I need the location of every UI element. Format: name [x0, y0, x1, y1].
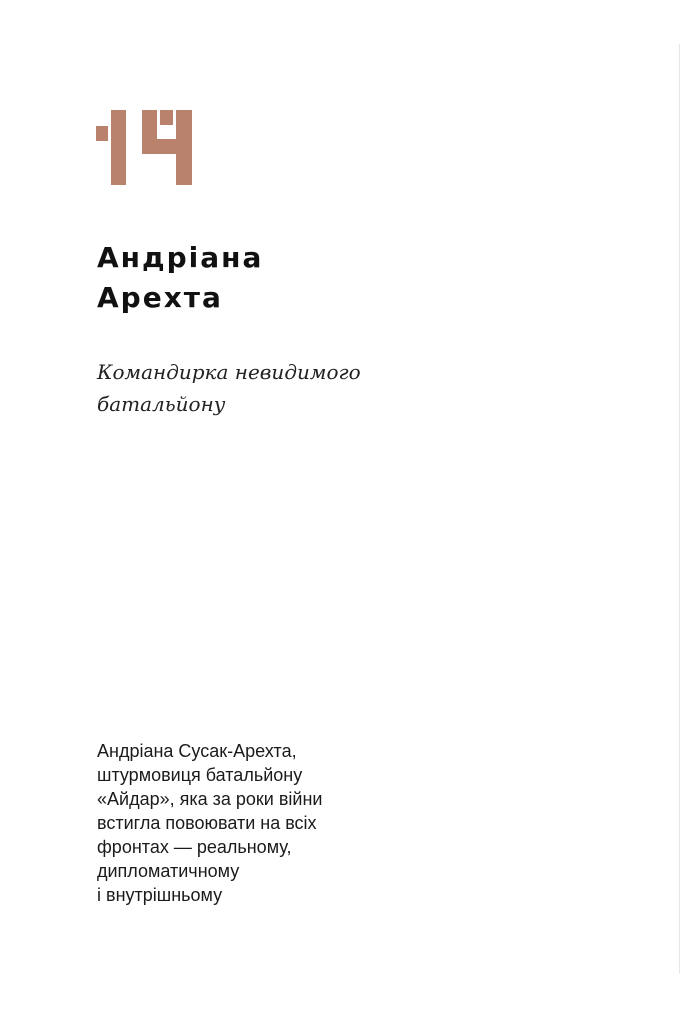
title-line-2: Арехта: [97, 281, 223, 314]
title-line-1: Андріана: [97, 241, 264, 274]
description-line-5: фронтах — реальному,: [97, 837, 292, 857]
chapter-subtitle: [97, 356, 477, 420]
description-line-1: Андріана Сусак-Арехта,: [97, 741, 297, 761]
description-line-4: встигла повоювати на всіх: [97, 813, 317, 833]
chapter-title: [97, 238, 477, 318]
description-line-3: «Айдар», яка за роки війни: [97, 789, 323, 809]
chapter-description: [97, 739, 417, 907]
chapter-number: [96, 110, 192, 185]
description-line-2: штурмовиця батальйону: [97, 765, 303, 785]
subtitle-line-2: батальйону: [97, 392, 226, 416]
page-edge-line: [679, 44, 680, 974]
description-line-7: і внутрішньому: [97, 885, 223, 905]
description-line-6: дипломатичному: [97, 861, 240, 881]
digit-four-shape: [142, 110, 192, 185]
digit-one-shape: [96, 110, 126, 185]
chapter-number-graphic: [96, 110, 192, 185]
subtitle-line-1: Командирка невидимого: [97, 360, 361, 384]
